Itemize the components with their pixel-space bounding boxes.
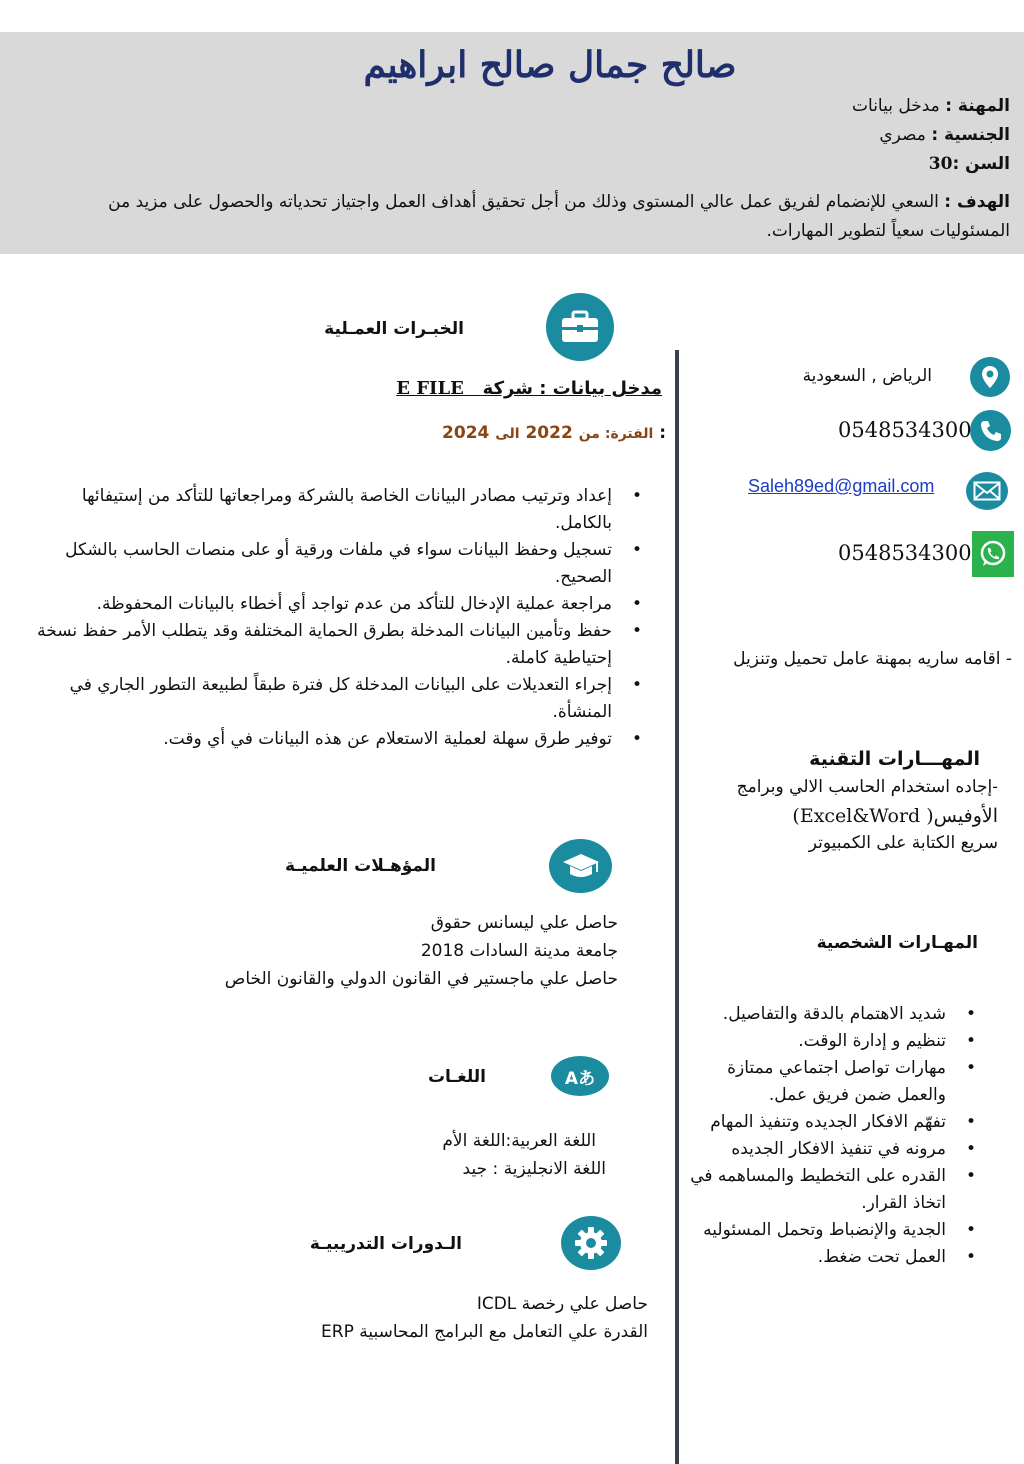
tech-skill-line-3: سريع الكتابة على الكمبيوتر — [808, 833, 998, 853]
location-pin-icon — [970, 357, 1010, 397]
list-item: • مراجعة عملية الإدخال للتأكد من عدم تواجد أي أخطاء بالبيانات المحفوظة. — [26, 591, 646, 618]
residence-note: - اقامه ساريه بمهنة عامل تحميل وتنزيل — [733, 649, 1012, 669]
course-line-1: حاصل علي رخصة ICDL — [476, 1294, 648, 1314]
list-item: • العمل تحت ضغط. — [680, 1244, 980, 1271]
list-item: • إجراء التعديلات على البيانات المدخلة كل فترة طبقاً لطبيعة التطور الجاري في المنشأة. — [26, 672, 646, 726]
list-item: • تنظيم و إدارة الوقت. — [680, 1028, 980, 1055]
list-item: • إعداد وترتيب مصادر البيانات الخاصة بالشركة ومراجعاتها للتأكد من إستيفائها بالكامل. — [26, 483, 646, 537]
education-line-1: حاصل علي ليسانس حقوق — [430, 913, 618, 933]
translate-icon: Aあ — [551, 1056, 609, 1096]
period-line — [442, 423, 666, 443]
language-line-2: اللغة الانجليزية : جيد — [462, 1159, 606, 1179]
language-line-1: اللغة العربية:اللغة الأم — [442, 1131, 596, 1151]
phone-number[interactable]: 0548534300 — [838, 418, 972, 442]
list-item: • تسجيل وحفظ البيانات سواء في ملفات ورقية أو على منصات الحاسب بالشكل الصحيح. — [26, 537, 646, 591]
period-to-label: الى — [495, 426, 520, 442]
period-from: 2022 — [525, 423, 573, 443]
courses-title: الـدورات التدريبيـة — [309, 1234, 462, 1254]
course-line-2: القدرة علي التعامل مع البرامج المحاسبية ERP — [321, 1322, 648, 1342]
education-line-3: حاصل علي ماجستير في القانون الدولي والقانون الخاص — [224, 969, 618, 989]
email-icon — [966, 472, 1008, 510]
location-text: الرياض , السعودية — [802, 366, 932, 386]
gear-icon — [561, 1216, 621, 1270]
age-row — [929, 154, 1010, 174]
list-item: • مرونه في تنفيذ الافكار الجديده — [680, 1136, 980, 1163]
education-title: المؤهـلات العلميـة — [285, 856, 436, 876]
email-link[interactable]: Saleh89ed@gmail.com — [748, 476, 935, 496]
languages-title: اللغـات — [427, 1067, 486, 1087]
job-line: مدخل بيانات : شركة — [482, 378, 662, 399]
age-label: السن : — [952, 154, 1010, 174]
list-item: • مهارات تواصل اجتماعي ممتازة والعمل ضمن فريق عمل. — [680, 1055, 980, 1109]
goal-label: الهدف : — [944, 192, 1010, 212]
list-item: • الجدية والإنضباط وتحمل المسئوليه — [680, 1217, 980, 1244]
personal-skills-title: المهـارات الشخصية — [816, 933, 978, 953]
nationality-value: مصري — [879, 125, 926, 145]
profession-row — [852, 96, 1010, 116]
list-item: • شديد الاهتمام بالدقة والتفاصيل. — [680, 1001, 980, 1028]
personal-skills-list — [680, 1001, 980, 1271]
top-strip — [0, 0, 1024, 32]
whatsapp-number[interactable]: 0548534300 — [838, 541, 972, 565]
list-item: • حفظ وتأمين البيانات المدخلة بطرق الحماية المختلفة وقد يتطلب الأمر حفظ نسخة إحتياطية كاملة. — [26, 618, 646, 672]
list-item: • تفهّم الافكار الجديده وتنفيذ المهام — [680, 1109, 980, 1136]
age-value: 30 — [928, 154, 953, 174]
period-to: 2024 — [442, 423, 490, 443]
nationality-label: الجنسية : — [931, 125, 1010, 145]
tech-skill-line-2: الأوفيس( Excel&Word) — [792, 805, 998, 827]
experience-title: الخبـرات العمـلية — [324, 319, 464, 339]
goal-paragraph — [40, 188, 1010, 246]
profession-label: المهنة : — [945, 96, 1010, 116]
education-line-2: جامعة مدينة السادات 2018 — [420, 941, 618, 961]
profession-value: مدخل بيانات — [852, 96, 940, 116]
candidate-name: صالح جمال صالح ابراهيم — [363, 44, 737, 86]
tech-skills-title: المهـــارات التقنية — [809, 748, 980, 770]
graduation-cap-icon — [549, 839, 612, 893]
tech-skill-line-1: -إجاده استخدام الحاسب الالي وبرامج — [736, 777, 998, 797]
period-colon: : — [659, 423, 666, 443]
column-divider — [675, 350, 679, 1464]
job-title-line — [396, 378, 662, 399]
list-item: • توفير طرق سهلة لعملية الاستعلام عن هذه البيانات في أي وقت. — [26, 726, 646, 753]
experience-list — [26, 483, 646, 753]
goal-text: السعي للإنضمام لفريق عمل عالي المستوى وذلك من أجل تحقيق أهداف العمل واجتياز تحدياته والحصول على مزيد من المسئوليات سعياً لتطوير المهارات. — [108, 192, 1010, 241]
whatsapp-icon — [972, 531, 1014, 577]
phone-icon — [970, 410, 1011, 451]
briefcase-icon — [546, 293, 614, 361]
period-label: الفترة: من — [578, 426, 654, 442]
nationality-row — [879, 125, 1010, 145]
company-name: E FILE — [396, 378, 464, 399]
list-item: • القدره على التخطيط والمساهمه في اتخاذ القرار. — [680, 1163, 980, 1217]
